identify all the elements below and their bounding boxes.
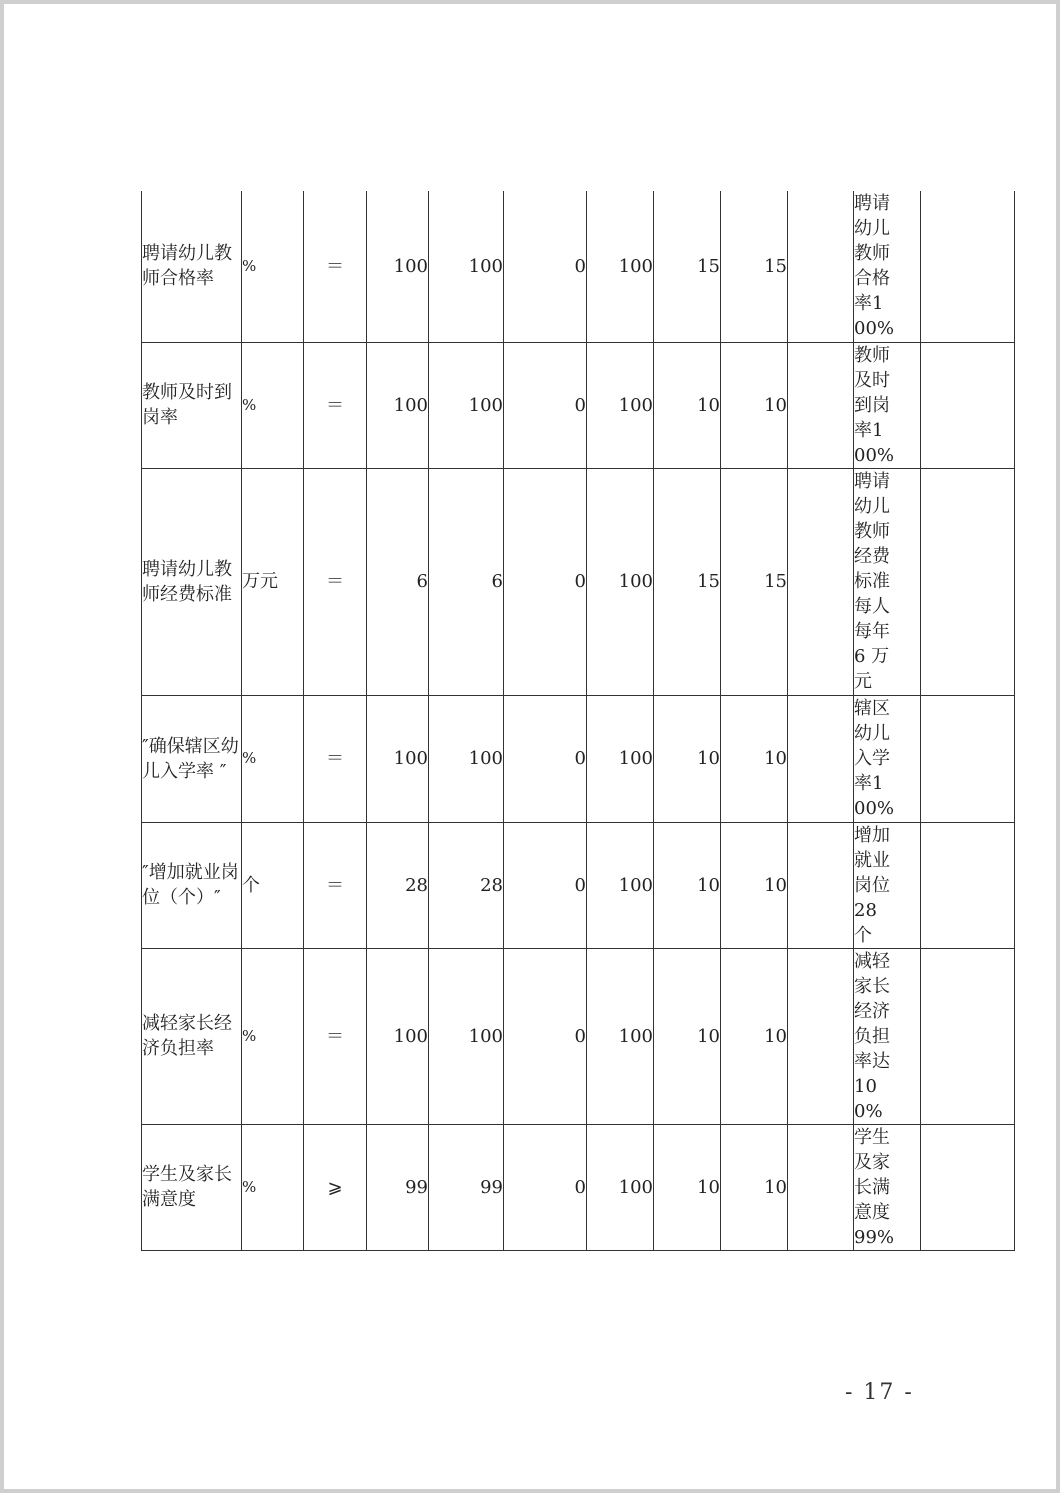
deviation-cell: 0 [504, 191, 587, 342]
score-cell: 10 [721, 948, 788, 1124]
row-enrollment-rate [142, 695, 1015, 822]
remark-cell [921, 822, 1015, 948]
description-cell [854, 948, 921, 1124]
weight-cell: 15 [654, 468, 721, 695]
note-cell [788, 695, 854, 822]
score-cell: 10 [721, 695, 788, 822]
target-value-cell: 100 [367, 695, 429, 822]
operator-cell: ＝ [304, 948, 367, 1124]
target-value-cell: 99 [367, 1124, 429, 1250]
indicator-cell: 聘请幼儿教师合格率 [142, 191, 242, 342]
unit-cell: 万元 [242, 468, 304, 695]
completion-cell: 100 [587, 191, 654, 342]
operator-cell: ＝ [304, 822, 367, 948]
description-text: 聘请幼儿教师合格率100% [854, 193, 895, 340]
description-cell [854, 1124, 921, 1250]
score-cell: 10 [721, 822, 788, 948]
description-cell [854, 342, 921, 468]
target-value-cell: 100 [367, 342, 429, 468]
target-value-cell: 6 [367, 468, 429, 695]
indicator-cell: 教师及时到岗率 [142, 342, 242, 468]
target-value-cell: 100 [367, 948, 429, 1124]
weight-cell: 10 [654, 695, 721, 822]
description-cell [854, 822, 921, 948]
target-value-cell: 28 [367, 822, 429, 948]
unit-cell: % [242, 1124, 304, 1250]
operator-cell: ⩾ [304, 1124, 367, 1250]
row-teacher-qualification-rate [142, 191, 1015, 342]
completion-cell: 100 [587, 695, 654, 822]
deviation-cell: 0 [504, 1124, 587, 1250]
score-cell: 10 [721, 342, 788, 468]
description-text: 学生及家长满意度99% [854, 1126, 895, 1248]
remark-cell [921, 695, 1015, 822]
deviation-cell: 0 [504, 822, 587, 948]
description-text: 减轻家长经济负担率达100% [854, 950, 890, 1122]
actual-value-cell: 100 [429, 695, 504, 822]
deviation-cell: 0 [504, 948, 587, 1124]
completion-cell: 100 [587, 468, 654, 695]
table-body [142, 191, 1015, 1250]
note-cell [788, 468, 854, 695]
row-employment-positions [142, 822, 1015, 948]
unit-cell: % [242, 695, 304, 822]
score-cell: 10 [721, 1124, 788, 1250]
operator-cell: ＝ [304, 342, 367, 468]
weight-cell: 10 [654, 948, 721, 1124]
remark-cell [921, 1124, 1015, 1250]
description-text: 聘请幼儿教师经费标准每人每年6 万元 [854, 471, 890, 692]
description-text: 辖区幼儿入学率100% [854, 698, 895, 819]
operator-cell: ＝ [304, 468, 367, 695]
note-cell [788, 1124, 854, 1250]
actual-value-cell: 6 [429, 468, 504, 695]
note-cell [788, 948, 854, 1124]
completion-cell: 100 [587, 948, 654, 1124]
description-cell [854, 191, 921, 342]
indicator-cell: ″确保辖区幼儿入学率 ″ [142, 695, 242, 822]
actual-value-cell: 100 [429, 191, 504, 342]
actual-value-cell: 100 [429, 342, 504, 468]
page-number: - 17 - [845, 1380, 914, 1405]
remark-cell [921, 468, 1015, 695]
actual-value-cell: 100 [429, 948, 504, 1124]
unit-cell: % [242, 191, 304, 342]
description-text: 教师及时到岗率100% [854, 344, 895, 466]
completion-cell: 100 [587, 342, 654, 468]
row-teacher-on-time-rate [142, 342, 1015, 468]
weight-cell: 10 [654, 1124, 721, 1250]
deviation-cell: 0 [504, 342, 587, 468]
description-cell [854, 695, 921, 822]
weight-cell: 10 [654, 822, 721, 948]
remark-cell [921, 191, 1015, 342]
score-cell: 15 [721, 191, 788, 342]
target-value-cell: 100 [367, 191, 429, 342]
unit-cell: % [242, 948, 304, 1124]
unit-cell: 个 [242, 822, 304, 948]
performance-indicator-table [141, 191, 1015, 1251]
description-cell [854, 468, 921, 695]
indicator-cell: 学生及家长满意度 [142, 1124, 242, 1250]
operator-cell: ＝ [304, 695, 367, 822]
indicator-cell: 聘请幼儿教师经费标准 [142, 468, 242, 695]
actual-value-cell: 28 [429, 822, 504, 948]
remark-cell [921, 342, 1015, 468]
row-parent-burden-reduction [142, 948, 1015, 1124]
description-text: 增加就业岗位28 个 [854, 824, 890, 946]
deviation-cell: 0 [504, 468, 587, 695]
unit-cell: % [242, 342, 304, 468]
row-teacher-funding-standard [142, 468, 1015, 695]
note-cell [788, 822, 854, 948]
indicator-cell: ″增加就业岗位（个）″ [142, 822, 242, 948]
note-cell [788, 342, 854, 468]
completion-cell: 100 [587, 822, 654, 948]
indicator-cell: 减轻家长经济负担率 [142, 948, 242, 1124]
score-cell: 15 [721, 468, 788, 695]
row-satisfaction [142, 1124, 1015, 1250]
completion-cell: 100 [587, 1124, 654, 1250]
weight-cell: 15 [654, 191, 721, 342]
deviation-cell: 0 [504, 695, 587, 822]
note-cell [788, 191, 854, 342]
actual-value-cell: 99 [429, 1124, 504, 1250]
remark-cell [921, 948, 1015, 1124]
operator-cell: ＝ [304, 191, 367, 342]
weight-cell: 10 [654, 342, 721, 468]
